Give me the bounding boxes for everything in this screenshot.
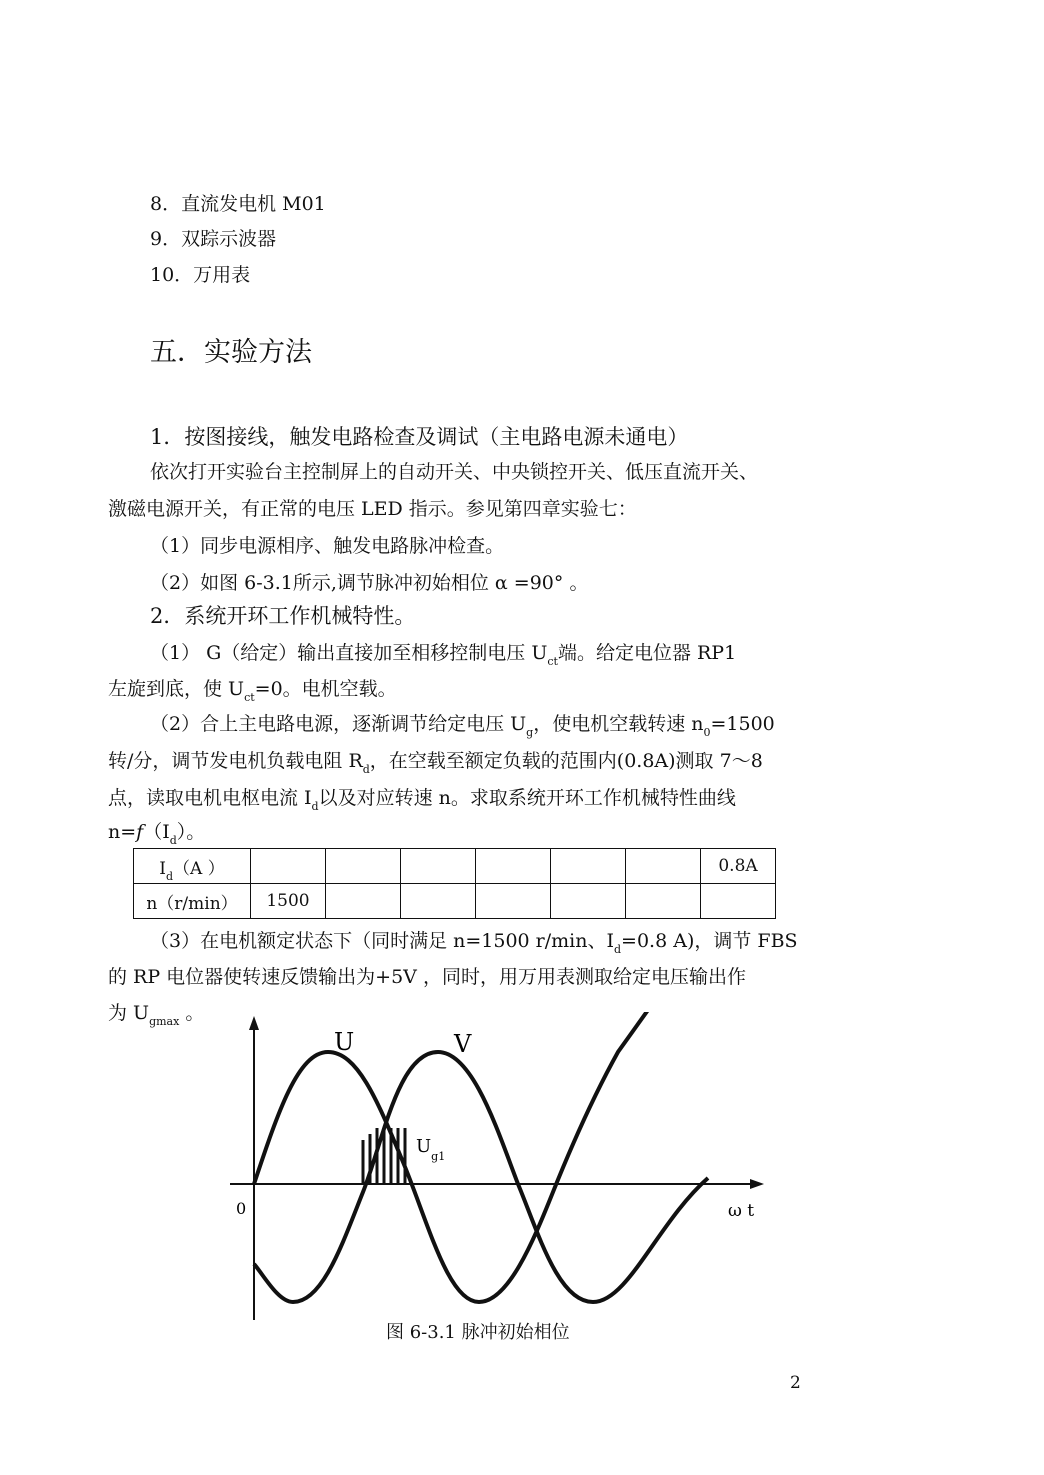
table-row [134,884,776,919]
step2-sub1-line1: （1） G（给定）输出直接加至相移控制电压 $U_{ct}$端。给定电位器 RP1 [150,642,737,668]
step2-sub2-line3: 点，读取电机电枢电流 $I_d$以及对应转速 n。求取系统开环工作机械特性曲线 [108,787,736,813]
step1-paragraph-line1: 依次打开实验台主控制屏上的自动开关、中央锁控开关、低压直流开关、 [150,461,759,483]
wave-v [254,1052,708,1302]
label-omega-t: ω t [728,1201,755,1221]
table-cell [401,849,476,884]
page-number: 2 [790,1373,801,1393]
table-cell [326,849,401,884]
table-cell [476,849,551,884]
step1-paragraph-line2: 激磁电源开关，有正常的电压 LED 指示。参见第四章实验七： [108,498,637,520]
pulse-phase-figure [218,1012,778,1322]
figure-caption: 图 6-3.1 脉冲初始相位 [386,1322,570,1343]
table-cell [701,884,776,919]
equipment-item-generator: 8．直流发电机 M01 [150,193,326,215]
step3-line1: （3）在电机额定状态下（同时满足 n=1500 r/min、$I_d=0.8$ A)，调节 FBS [150,930,798,956]
step1-sub2: （2）如图 6-3.1所示,调节脉冲初始相位 α =90° 。 [150,572,589,594]
label-origin: 0 [236,1199,247,1218]
horizontal-axis-arrow [750,1179,764,1189]
table-cell [401,884,476,919]
table-cell [626,884,701,919]
step2-sub1-line2: 左旋到底，使 $U_{ct}=0$。电机空载。 [108,678,397,704]
table-cell: 0.8A [701,849,776,884]
table-cell: 1500 [251,884,326,919]
table-header-speed: n（r/min） [134,884,251,919]
table-cell [551,849,626,884]
measurement-table [133,848,776,919]
label-ug1: $U_{g1}$ [416,1136,446,1163]
step3-line3: 为 $U_{gmax}$ 。 [108,1002,205,1028]
table-cell [476,884,551,919]
table-cell [626,849,701,884]
table-cell [326,884,401,919]
vertical-axis-arrow [249,1016,259,1030]
step2-title: 2．系统开环工作机械特性。 [150,604,416,628]
step2-sub2-formula: $n=f(I_d)$。 [108,821,206,847]
label-u: U [334,1028,355,1056]
step1-sub1: （1）同步电源相序、触发电路脉冲检查。 [150,535,505,557]
step2-sub2-line2: 转/分，调节发电机负载电阻 $R_d$，在空载至额定负载的范围内(0.8A)测取 7～8 [108,750,763,776]
equipment-item-oscilloscope: 9．双踪示波器 [150,228,277,250]
label-v: V [454,1030,472,1058]
table-cell [251,849,326,884]
step2-sub2-line1: （2）合上主电路电源，逐渐调节给定电压 $U_g$，使电机空载转速 $n_0=1500$ [150,713,775,739]
pulse-train [363,1128,405,1184]
table-header-current: $I_d(A$ ） [134,849,251,884]
step1-title: 1．按图接线，触发电路检查及调试（主电路电源未通电） [150,425,689,449]
equipment-item-multimeter: 10．万用表 [150,264,251,286]
section-title: 五．实验方法 [150,337,312,368]
step3-line2: 的 RP 电位器使转速反馈输出为+5V ，同时，用万用表测取给定电压输出作 [108,966,746,988]
table-row [134,849,776,884]
table-cell [551,884,626,919]
